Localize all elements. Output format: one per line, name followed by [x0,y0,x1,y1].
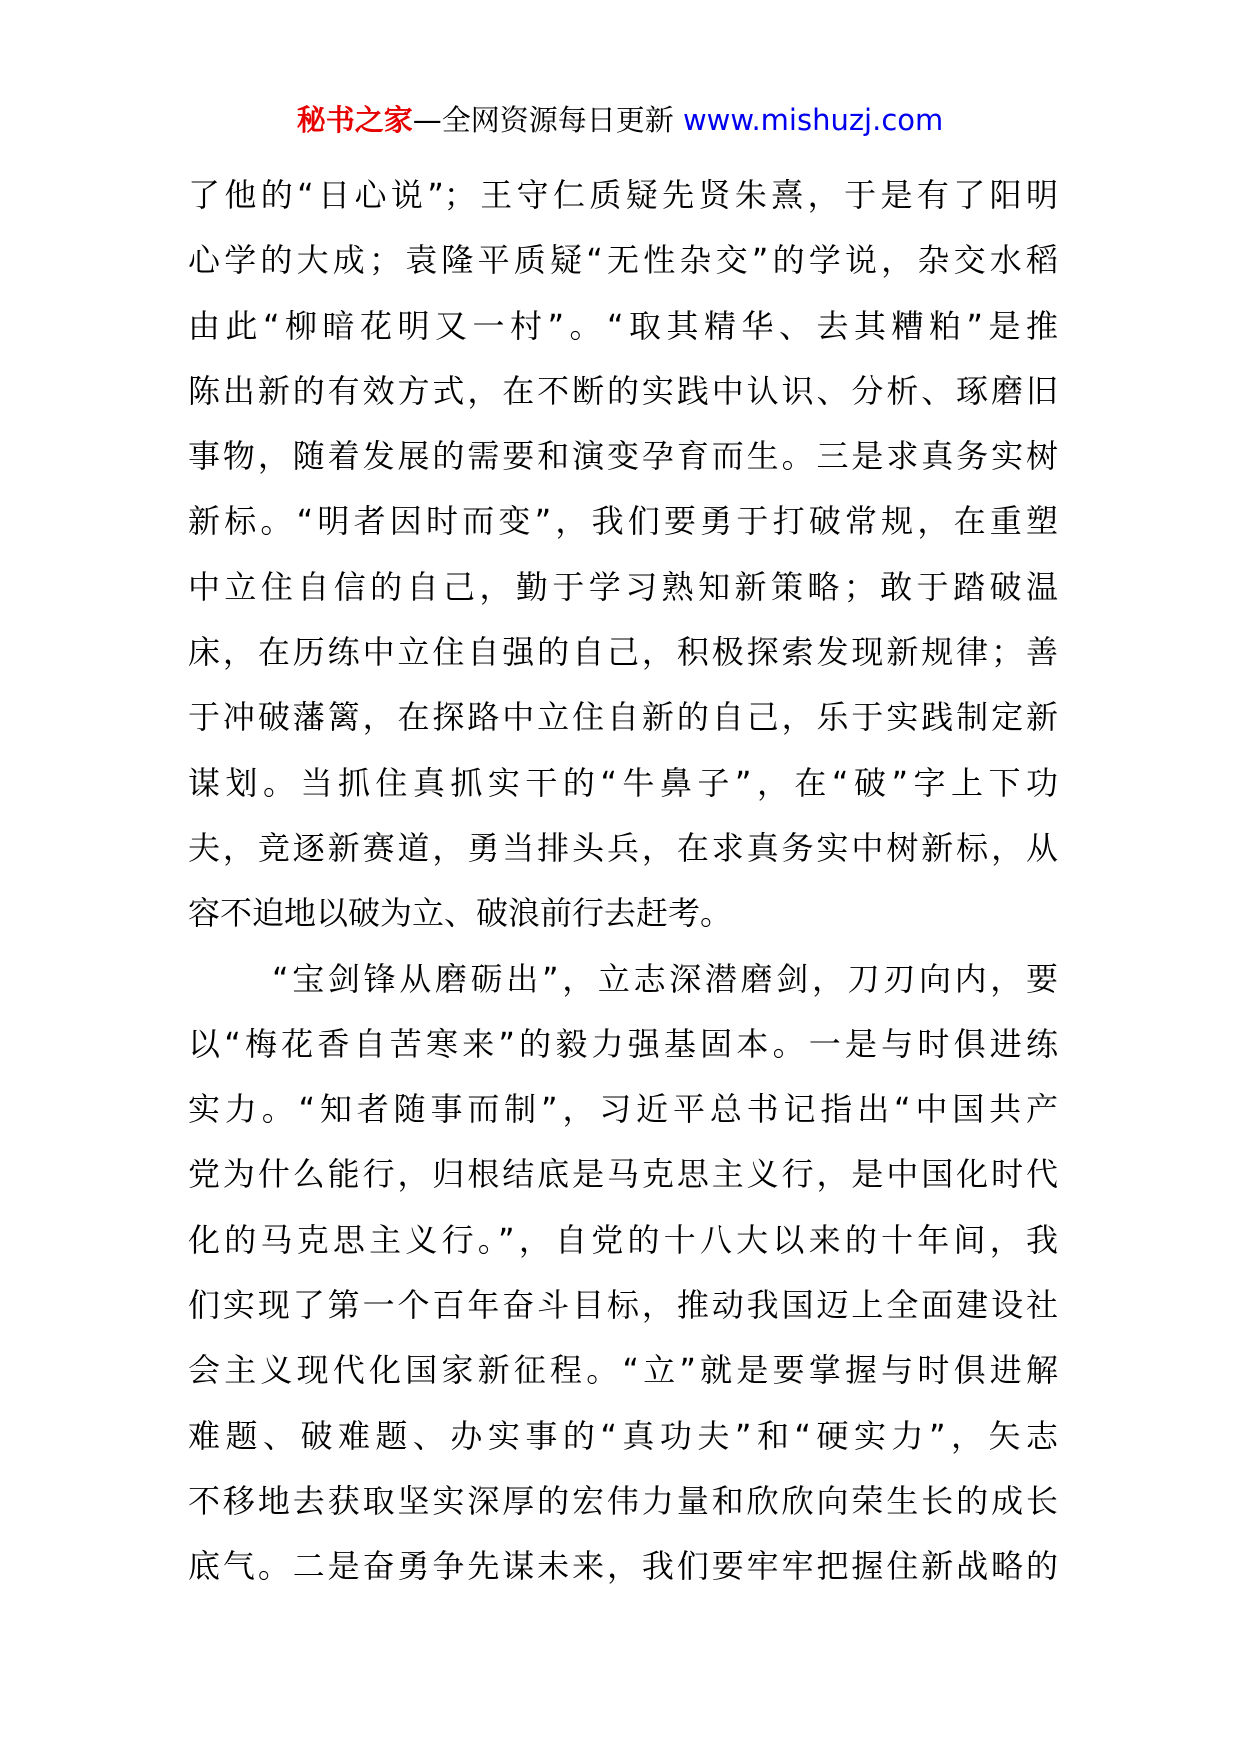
text-line: 陈出新的有效方式，在不断的实践中认识、分析、琢磨旧 [188,371,1058,410]
text-line: 谋划。当抓住真抓实干的“牛鼻子”，在“破”字上下功 [188,763,1058,802]
paragraph [188,947,1058,1600]
text-line: 容不迫地以破为立、破浪前行去赶考。 [188,894,733,933]
text-line: 事物，随着发展的需要和演变孕育而生。三是求真务实树 [188,437,1058,476]
text-line: “宝剑锋从磨砺出”，立志深潜磨剑，刀刃向内，要 [272,959,1058,998]
text-line: 难题、破难题、办实事的“真功夫”和“硬实力”，矢志 [188,1416,1058,1455]
text-line: 底气。二是奋勇争先谋未来，我们要牢牢把握住新战略的 [188,1547,1058,1586]
text-line: 们实现了第一个百年奋斗目标，推动我国迈上全面建设社 [188,1286,1058,1325]
text-line: 心学的大成；袁隆平质疑“无性杂交”的学说，杂交水稻 [188,241,1058,280]
text-line: 中立住自信的自己，勤于学习熟知新策略；敢于踏破温 [188,567,1058,606]
text-line: 由此“柳暗花明又一村”。“取其精华、去其糟粕”是推 [188,306,1058,345]
text-line: 以“梅花香自苦寒来”的毅力强基固本。一是与时俱进练 [188,1024,1058,1063]
site-tagline: —全网资源每日更新 [412,103,674,137]
text-line: 夫，竞逐新赛道，勇当排头兵，在求真务实中树新标，从 [188,828,1058,867]
text-line: 于冲破藩篱，在探路中立住自新的自己，乐于实践制定新 [188,698,1058,737]
text-line: 不移地去获取坚实深厚的宏伟力量和欣欣向荣生长的成长 [188,1481,1058,1520]
text-line: 新标。“明者因时而变”，我们要勇于打破常规，在重塑 [188,502,1058,541]
text-line: 床，在历练中立住自强的自己，积极探索发现新规律；善 [188,633,1058,672]
site-url-link[interactable]: www.mishuzj.com [682,103,944,137]
site-header [0,100,1240,140]
text-line: 会主义现代化国家新征程。“立”就是要掌握与时俱进解 [188,1351,1058,1390]
text-line: 党为什么能行，归根结底是马克思主义行，是中国化时代 [188,1155,1058,1194]
text-line: 化的马克思主义行。”，自党的十八大以来的十年间，我 [188,1220,1058,1259]
paragraph [188,163,1058,947]
text-line: 实力。“知者随事而制”，习近平总书记指出“中国共产 [188,1090,1058,1129]
text-line: 了他的“日心说”；王守仁质疑先贤朱熹，于是有了阳明 [188,176,1058,214]
site-brand: 秘书之家 [296,103,413,137]
document-body [188,163,1058,1600]
